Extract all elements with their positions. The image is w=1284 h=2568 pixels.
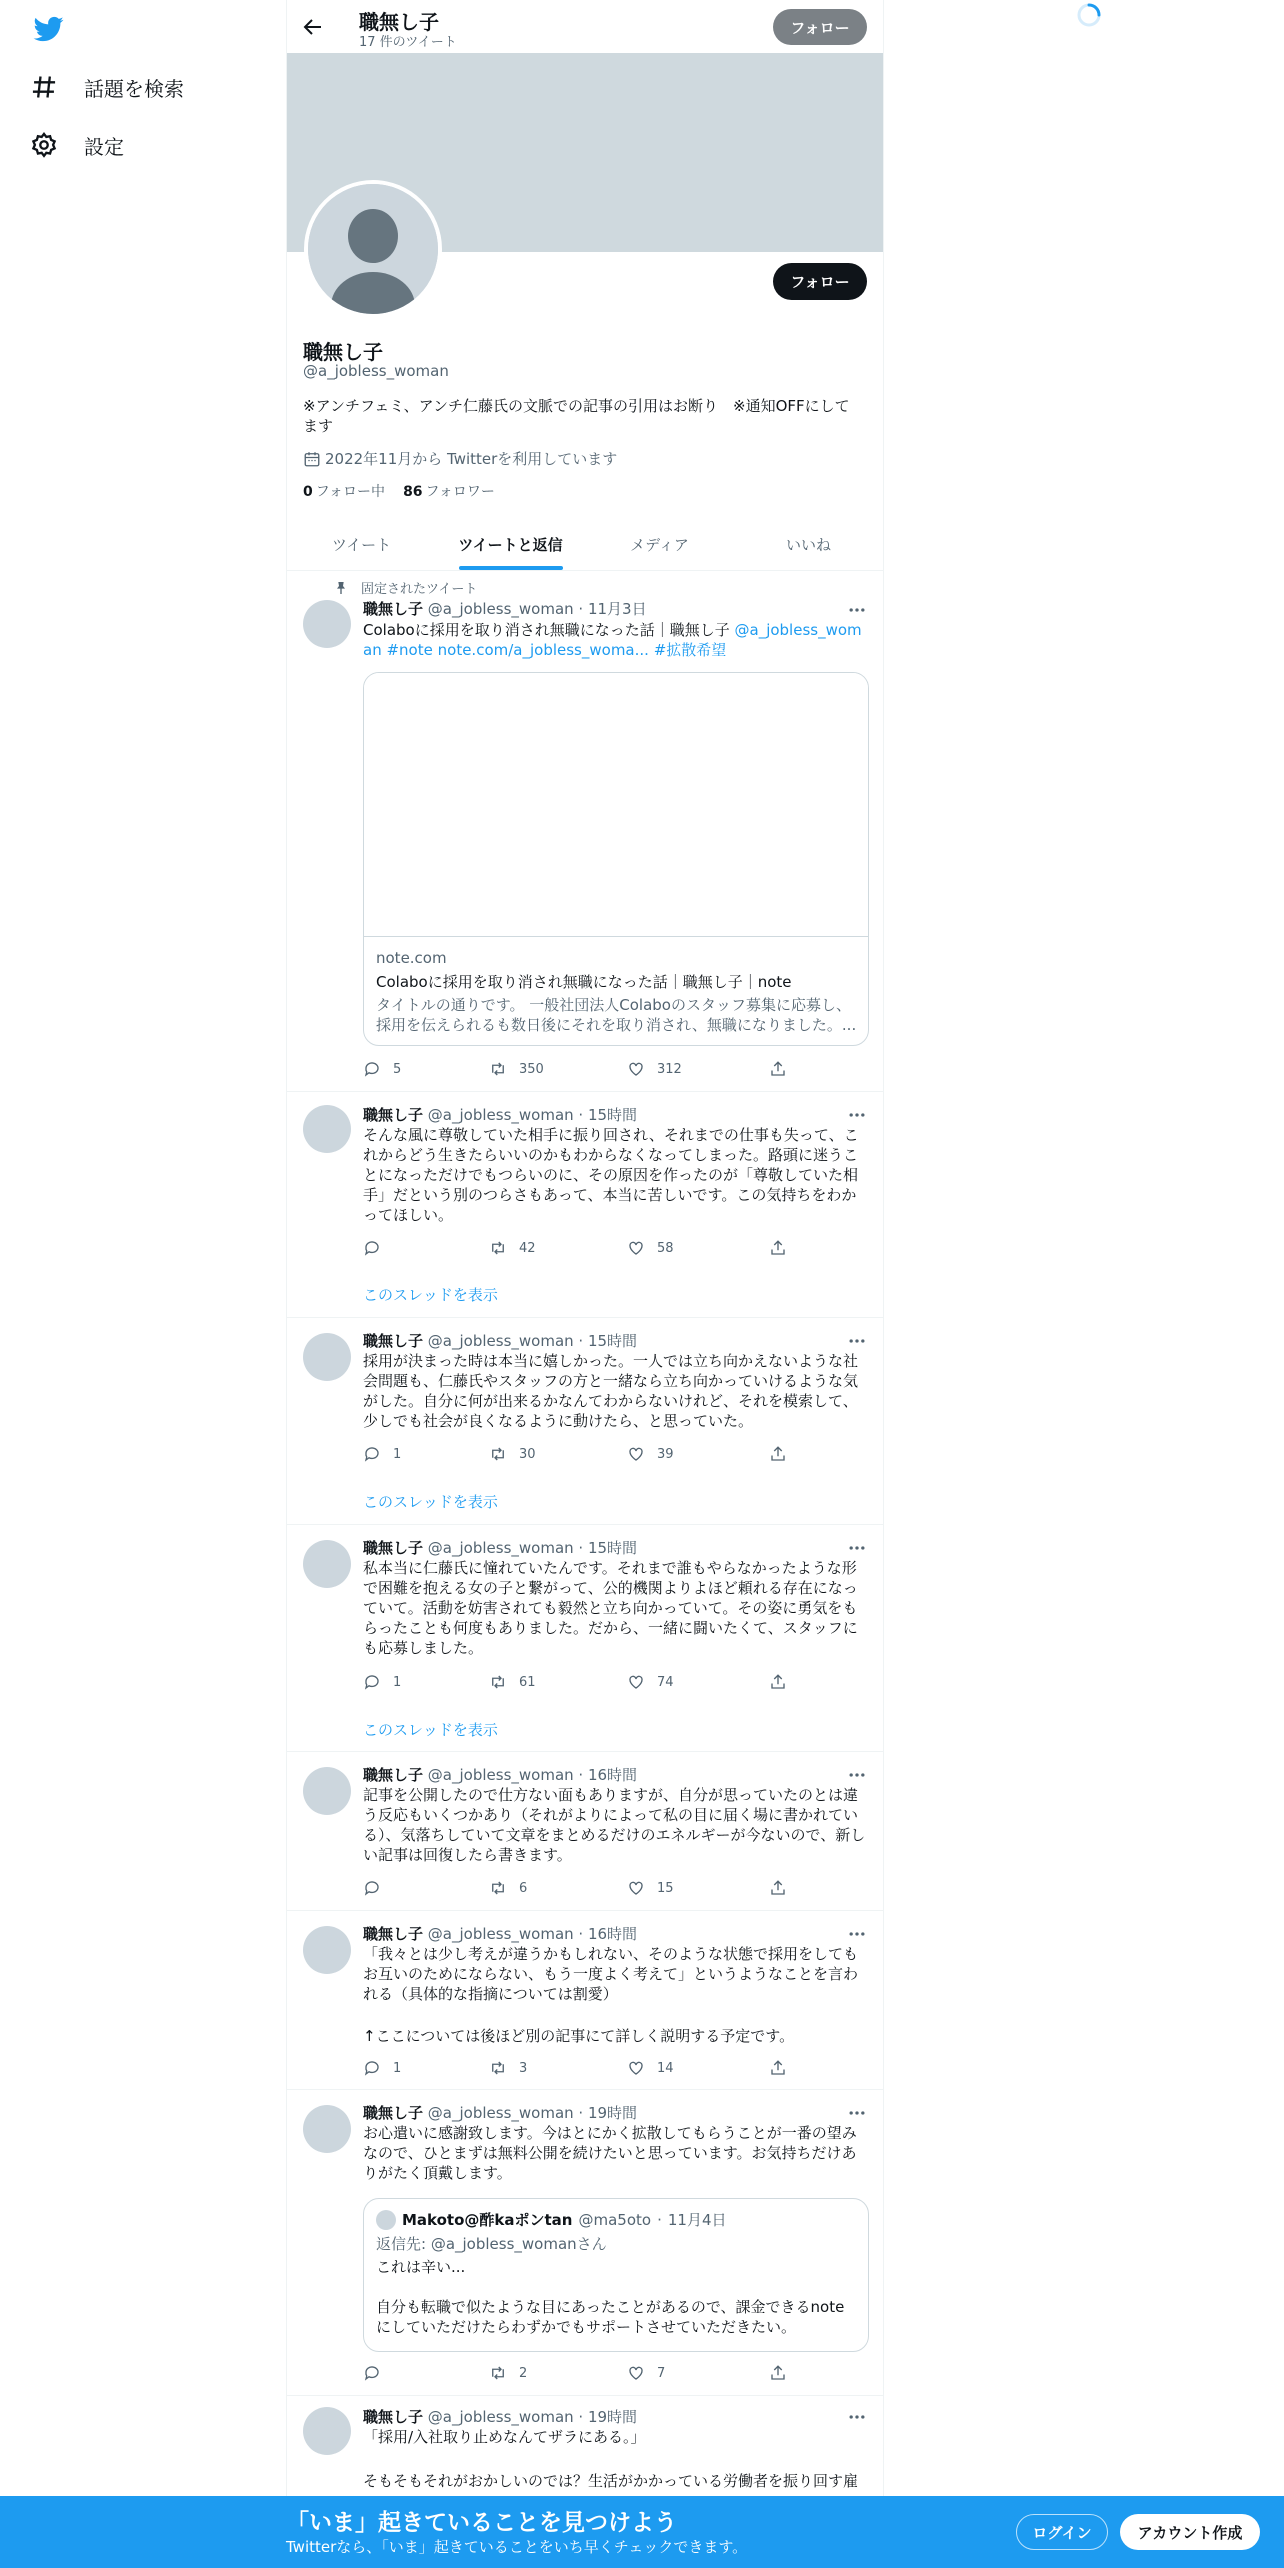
tweet-avatar[interactable] [303, 600, 351, 648]
reply-button[interactable]: 1 [363, 1673, 401, 1691]
tab-tweets-and-replies[interactable]: ツイートと返信 [436, 518, 585, 570]
share-icon [769, 1673, 787, 1691]
hashtag-link[interactable]: #拡散希望 [653, 641, 727, 659]
tweet-avatar[interactable] [303, 1540, 351, 1588]
twitter-bird-icon[interactable] [32, 14, 66, 44]
like-button[interactable]: 312 [627, 1060, 682, 1078]
default-avatar-icon [308, 184, 438, 314]
retweet-button[interactable]: 30 [489, 1445, 536, 1463]
reply-icon [363, 1239, 381, 1257]
profile-header-bar [287, 0, 883, 53]
reply-button[interactable]: 1 [363, 1445, 401, 1463]
profile-name: 職無し子 [303, 340, 383, 364]
tweet-avatar[interactable] [303, 2407, 351, 2455]
retweet-button[interactable]: 42 [489, 1239, 536, 1257]
tweet[interactable] [287, 1526, 883, 1752]
more-icon[interactable] [847, 1331, 867, 1351]
more-icon[interactable] [847, 1538, 867, 1558]
heart-icon [627, 2364, 645, 2382]
quote-text: これは辛い... 自分も転職で似たような目にあったことがあるので、課金できるnoteにしていただけたらわずかでもサポートさせていただきたい。 [376, 2258, 845, 2336]
tweet-header: 職無し子 @a_jobless_woman · 16時間 [363, 1925, 638, 1943]
calendar-icon [303, 450, 321, 468]
heart-icon [627, 1879, 645, 1897]
tweet[interactable] [287, 1319, 883, 1525]
tweet-actions [363, 1879, 783, 1899]
tab-media[interactable]: メディア [630, 535, 689, 554]
reply-button[interactable]: 5 [363, 1060, 401, 1078]
more-icon[interactable] [847, 1765, 867, 1785]
retweet-icon [489, 1060, 507, 1078]
tweet[interactable] [287, 1093, 883, 1318]
share-button[interactable] [769, 1060, 787, 1078]
tweet-actions [363, 2364, 783, 2384]
pin-icon [333, 580, 349, 596]
profile-bio: ※アンチフェミ、アンチ仁藤氏の文脈での記事の引用はお断り ※通知OFFにしてます [303, 397, 850, 435]
show-thread-link[interactable]: このスレッドを表示 [363, 1286, 498, 1304]
tweet-text: お心遣いに感謝致します。今はとにかく拡散してもらうことが一番の望みなので、ひとまずは無料公開を続けたいと思っています。お気持ちだけありがたく頂戴します。 [363, 2124, 857, 2182]
reply-icon [363, 1445, 381, 1463]
tweet-actions [363, 2059, 783, 2079]
signup-banner-title: 「いま」起きていることを見つけよう [286, 2510, 677, 2536]
tweet-avatar[interactable] [303, 1333, 351, 1381]
tweet[interactable] [287, 1753, 883, 1911]
tab-tweets[interactable]: ツイート [331, 535, 392, 554]
tweet-header: 職無し子 @a_jobless_woman · 15時間 [363, 1539, 638, 1557]
tweet-header: 職無し子 @a_jobless_woman · 19時間 [363, 2408, 638, 2426]
joined-text: 2022年11月から Twitterを利用しています [325, 450, 618, 468]
profile-joined [303, 448, 617, 469]
hashtag-link[interactable]: #note [386, 641, 433, 659]
share-button[interactable] [769, 2059, 787, 2077]
retweet-icon [489, 1673, 507, 1691]
retweet-icon [489, 1239, 507, 1257]
share-icon [769, 2059, 787, 2077]
share-icon [769, 1060, 787, 1078]
url-link[interactable]: note.com/a_jobless_woma... [437, 641, 649, 659]
tweet-time[interactable]: 19時間 [587, 2104, 638, 2122]
profile-handle: @a_jobless_woman [303, 362, 449, 380]
card-title: Colaboに採用を取り消され無職になった話｜職無し子｜note [376, 973, 792, 991]
profile-tabs [287, 518, 883, 571]
profile-avatar[interactable] [304, 180, 442, 318]
tweet-text-continued: ↑ここについては後ほど別の記事にて詳しく説明する予定です。 [363, 2027, 795, 2045]
reply-icon [363, 1673, 381, 1691]
tweet-time[interactable]: 15時間 [587, 1106, 638, 1124]
follow-button[interactable]: フォロー [773, 263, 867, 300]
pinned-indicator: 固定されたツイート [303, 578, 477, 597]
quote-avatar [376, 2210, 396, 2230]
like-button[interactable]: 14 [627, 2059, 674, 2077]
tab-likes[interactable]: いいね [785, 535, 831, 554]
mention-link[interactable]: @a_jobless_woman [363, 621, 862, 659]
tweet-avatar[interactable] [303, 1926, 351, 1974]
nav-settings[interactable] [30, 125, 124, 165]
loading-spinner-icon [1076, 2, 1102, 28]
tweet-time[interactable]: 16時間 [587, 1766, 638, 1784]
following-link[interactable]: 0 フォロー中 [303, 484, 386, 500]
retweet-icon [489, 1879, 507, 1897]
tweet-avatar[interactable] [303, 1767, 351, 1815]
reply-icon [363, 1879, 381, 1897]
more-icon[interactable] [847, 2103, 867, 2123]
share-icon [769, 1445, 787, 1463]
tweet-header: 職無し子 @a_jobless_woman · 11月3日 [363, 600, 647, 618]
nav-explore-label: 話題を検索 [84, 76, 184, 101]
gear-icon [30, 131, 58, 159]
header-follow-button[interactable]: フォロー [773, 9, 867, 45]
retweet-icon [489, 1445, 507, 1463]
nav-settings-label: 設定 [84, 134, 124, 159]
quote-reply-to: 返信先: @a_jobless_womanさん [376, 2235, 607, 2253]
retweet-icon [489, 2059, 507, 2077]
share-button[interactable] [769, 1445, 787, 1463]
reply-icon [363, 2364, 381, 2382]
more-icon[interactable] [847, 600, 867, 620]
reply-button[interactable] [363, 1239, 393, 1257]
tweet-header: 職無し子 @a_jobless_woman · 15時間 [363, 1332, 638, 1350]
share-icon [769, 1239, 787, 1257]
tweet-actions [363, 1673, 783, 1693]
more-icon[interactable] [847, 1924, 867, 1944]
signup-button[interactable]: アカウント作成 [1120, 2514, 1260, 2550]
heart-icon [627, 1445, 645, 1463]
reply-icon [363, 2059, 381, 2077]
tweet-avatar[interactable] [303, 1105, 351, 1153]
share-button[interactable] [769, 1239, 787, 1257]
back-arrow-icon[interactable] [301, 15, 325, 39]
card-description: タイトルの通りです。 一般社団法人Colaboのスタッフ募集に応募し、採用を伝えられるも数日後にそれを取り消され、無職になりました。... [376, 996, 857, 1034]
retweet-button[interactable]: 6 [489, 1879, 527, 1897]
tweet-time[interactable]: 15時間 [587, 1539, 638, 1557]
heart-icon [627, 1239, 645, 1257]
tweet-header: 職無し子 @a_jobless_woman · 19時間 [363, 2104, 638, 2122]
show-thread-link[interactable]: このスレッドを表示 [363, 1493, 498, 1511]
tweet-text: 私本当に仁藤氏に憧れていたんです。それまで誰もやらなかったような形で困難を抱える女の子と繋がって、公的機関よりよほど頼れる存在になっていて。活動を妨害されても毅然と立ち向かっていて。その姿に勇気をもらったことも何度もありました。だから、一緒に闘いたくて、スタッフにも応募しました。 [363, 1559, 858, 1657]
login-button[interactable]: ログイン [1016, 2514, 1108, 2550]
retweet-icon [489, 2364, 507, 2382]
tweet-header: 職無し子 @a_jobless_woman · 16時間 [363, 1766, 638, 1784]
tweet-actions [363, 1060, 783, 1080]
share-icon [769, 1879, 787, 1897]
signup-banner-subtitle: Twitterなら、「いま」起きていることをいち早くチェックできます。 [286, 2538, 748, 2556]
more-icon[interactable] [847, 1105, 867, 1125]
tweet[interactable] [287, 1912, 883, 2090]
card-image [364, 673, 868, 937]
tweet[interactable] [287, 2091, 883, 2396]
more-icon[interactable] [847, 2407, 867, 2427]
tweet-text: 「我々とは少し考えが違うかもしれない、そのような状態で採用をしてもお互いのためにならない、もう一度よく考えて」というようなことを言われる（具体的な指摘については割愛） [363, 1945, 859, 2003]
quote-header: Makoto@酢kaポンtan @ma5oto · 11月4日 [376, 2209, 727, 2230]
signup-banner [0, 2496, 1284, 2568]
retweet-button[interactable]: 2 [489, 2364, 527, 2382]
show-thread-link[interactable]: このスレッドを表示 [363, 1721, 498, 1739]
reply-icon [363, 1060, 381, 1078]
tweet-actions [363, 1239, 783, 1259]
header-name: 職無し子 [359, 10, 439, 34]
tweet-text: Colaboに採用を取り消され無職になった話｜職無し子 @a_jobless_woman #note note.com/a_jobless_woma... #拡散希望 [363, 621, 862, 659]
like-button[interactable]: 39 [627, 1445, 674, 1463]
share-button[interactable] [769, 2364, 787, 2382]
hashtag-icon [30, 73, 58, 101]
tweet-text-continued: そもそもそれがおかしいのでは？生活がかかっている労働者を振り回す雇 [363, 2472, 859, 2490]
quoted-tweet[interactable] [363, 2198, 869, 2352]
like-button[interactable]: 74 [627, 1673, 674, 1691]
tweet-time[interactable]: 19時間 [587, 2408, 638, 2426]
tweet-text: 記事を公開したので仕方ない面もありますが、自分が思っていたのとは違う反応もいくつかあり（それがよりによって私の目に届く場に書かれている）、気落ちしていて文章をまとめるだけのエネルギーが今ないので、新しい記事は回復したら書きます。 [363, 1786, 866, 1864]
profile-stats [303, 481, 495, 501]
reply-button[interactable] [363, 1879, 393, 1897]
profile-column [286, 0, 884, 2568]
reply-button[interactable] [363, 2364, 393, 2382]
tweet-actions [363, 1445, 783, 1465]
tweet-pinned[interactable] [287, 572, 883, 1092]
tweet-header: 職無し子 @a_jobless_woman · 15時間 [363, 1106, 638, 1124]
like-button[interactable]: 58 [627, 1239, 674, 1257]
reply-button[interactable]: 1 [363, 2059, 401, 2077]
card-domain: note.com [376, 949, 447, 967]
share-button[interactable] [769, 1879, 787, 1897]
heart-icon [627, 1673, 645, 1691]
like-button[interactable]: 7 [627, 2364, 665, 2382]
share-button[interactable] [769, 1673, 787, 1691]
link-card[interactable] [363, 672, 869, 1046]
heart-icon [627, 1060, 645, 1078]
retweet-button[interactable]: 3 [489, 2059, 527, 2077]
share-icon [769, 2364, 787, 2382]
tweet-time[interactable]: 11月3日 [587, 600, 647, 618]
tweet-avatar[interactable] [303, 2105, 351, 2153]
like-button[interactable]: 15 [627, 1879, 674, 1897]
tweet-text: 「採用/入社取り止めなんてザラにある。」 [363, 2428, 646, 2446]
followers-link[interactable]: 86 フォロワー [403, 484, 495, 500]
tweet-text: そんな風に尊敬していた相手に振り回され、それまでの仕事も失って、これからどう生きたらいいのかもわからなくなってしまった。路頭に迷うことになっただけでもつらいのに、その原因を作ったのが「尊敬していた相手」だという別のつらさもあって、本当に苦しいです。この気持ちをわかってほしい。 [363, 1126, 859, 1224]
header-tweet-count: 17 件のツイート [359, 35, 457, 50]
retweet-button[interactable]: 61 [489, 1673, 536, 1691]
retweet-button[interactable]: 350 [489, 1060, 544, 1078]
nav-explore[interactable] [30, 67, 184, 107]
heart-icon [627, 2059, 645, 2077]
tweet-time[interactable]: 16時間 [587, 1925, 638, 1943]
tweet-text: 採用が決まった時は本当に嬉しかった。一人では立ち向かえないような社会問題も、仁藤氏やスタッフの方と一緒なら立ち向かっていけるような気がした。自分に何が出来るかなんてわからないけれど、それを模索して、少しでも社会が良くなるように動けたら、と思っていた。 [363, 1352, 859, 1430]
tweet-time[interactable]: 15時間 [587, 1332, 638, 1350]
